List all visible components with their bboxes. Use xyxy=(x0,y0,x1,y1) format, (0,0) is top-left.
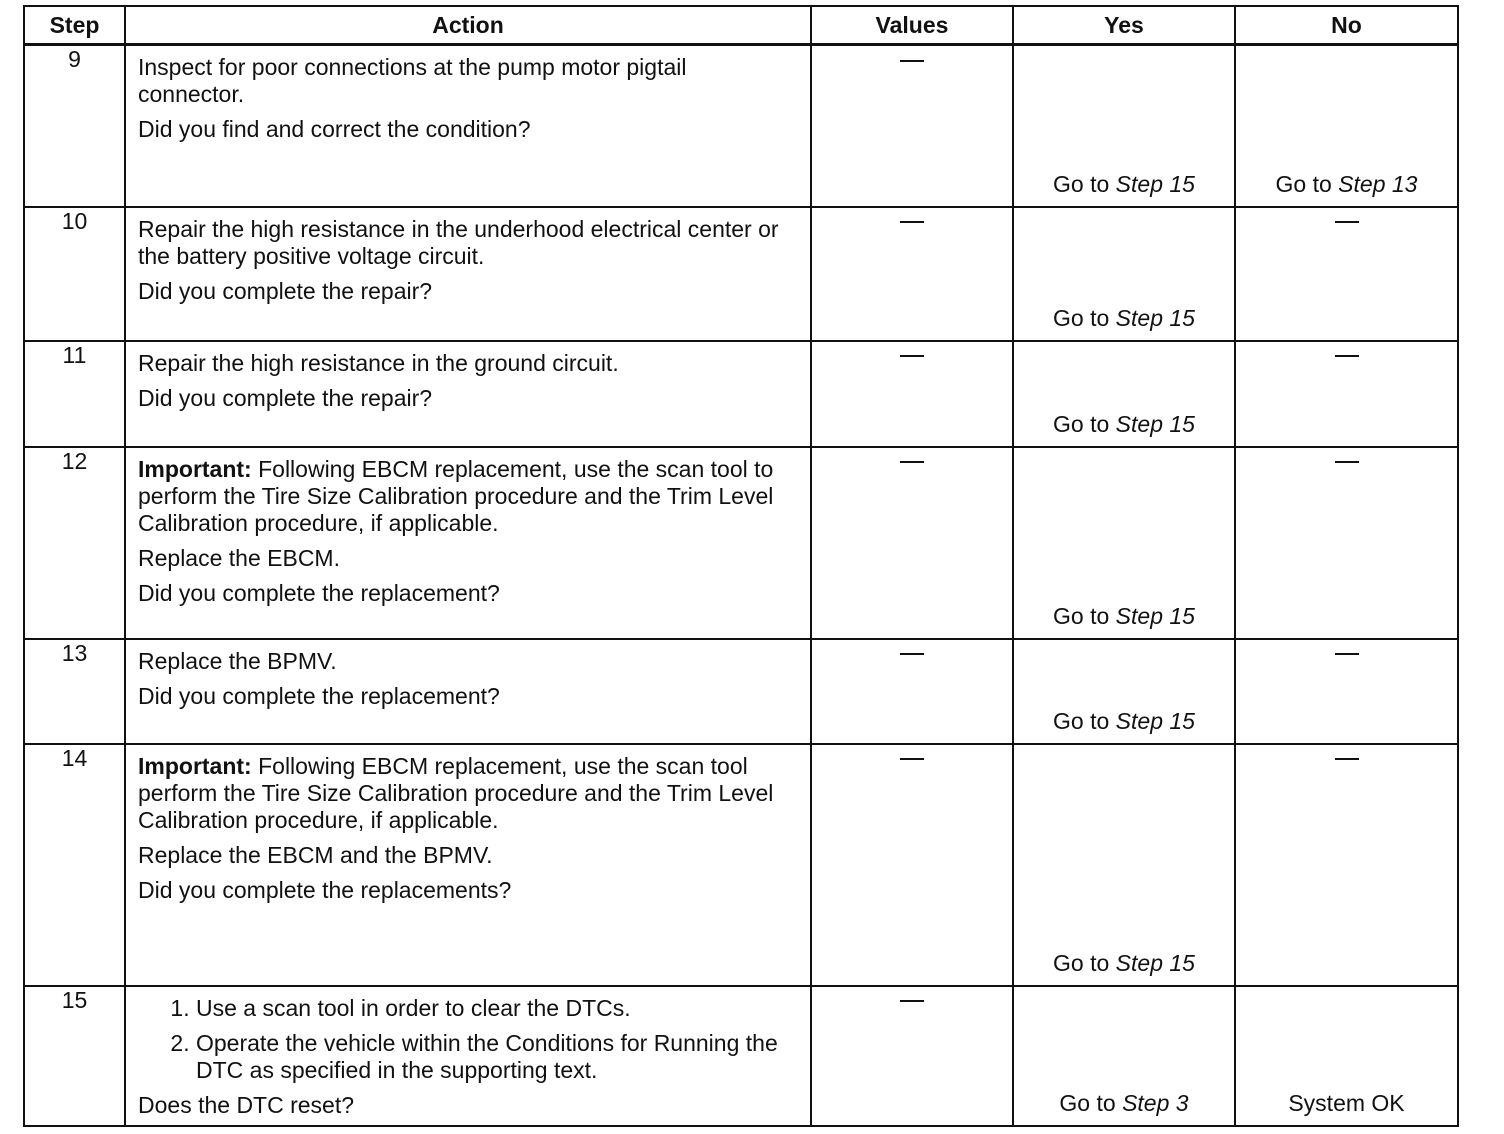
action-text: Inspect for poor connections at the pump motor pigtail connector. xyxy=(138,54,687,107)
table-row xyxy=(24,447,1458,639)
action-list-item: 1. Use a scan tool in order to clear the DTCs. xyxy=(196,995,798,1022)
column-header-yes: Yes xyxy=(1013,6,1235,45)
table-row xyxy=(24,986,1458,1126)
no-dash xyxy=(1335,758,1359,760)
action-cell xyxy=(125,639,811,744)
action-text: Replace the BPMV. xyxy=(138,647,337,674)
yes-prefix: Go to xyxy=(1053,602,1116,629)
values-cell xyxy=(811,341,1013,447)
yes-cell xyxy=(1013,207,1235,341)
values-dash xyxy=(900,758,924,760)
important-text: Following EBCM replacement, use the scan tool to perform the Tire Size Calibration procedure and the Trim Level Calibration procedure, if applicable. xyxy=(138,455,774,536)
action-text: Repair the high resistance in the underhood electrical center or the battery positive voltage circuit. xyxy=(138,215,779,269)
yes-prefix: Go to xyxy=(1053,304,1116,331)
action-content xyxy=(126,640,810,716)
yes-outcome xyxy=(1014,171,1234,198)
no-dash xyxy=(1335,355,1359,357)
yes-prefix: Go to xyxy=(1053,170,1116,197)
no-cell xyxy=(1235,207,1458,341)
action-cell xyxy=(125,447,811,639)
header-row xyxy=(24,6,1458,45)
step-number: 15 xyxy=(24,986,125,1126)
action-content xyxy=(126,46,810,149)
action-instructions xyxy=(138,456,798,580)
no-outcome: System OK xyxy=(1288,1089,1405,1116)
yes-cell xyxy=(1013,744,1235,986)
yes-prefix: Go to xyxy=(1053,949,1116,976)
no-cell xyxy=(1235,447,1458,639)
yes-step-ref: Step 15 xyxy=(1115,410,1195,437)
table-body xyxy=(24,45,1458,1126)
yes-step-ref: Step 15 xyxy=(1115,949,1195,976)
action-cell xyxy=(125,207,811,341)
important-text: Following EBCM replacement, use the scan tool perform the Tire Size Calibration procedure and the Trim Level Calibration procedure, if applicable. xyxy=(138,752,774,833)
values-dash xyxy=(900,355,924,357)
action-content xyxy=(126,448,810,613)
yes-outcome xyxy=(1014,1090,1234,1117)
action-cell xyxy=(125,986,811,1126)
action-instructions xyxy=(138,216,798,278)
no-outcome xyxy=(1236,171,1457,198)
action-question: Did you complete the repair? xyxy=(138,277,433,304)
values-cell xyxy=(811,986,1013,1126)
action-content xyxy=(126,342,810,418)
values-dash xyxy=(900,221,924,223)
values-cell xyxy=(811,207,1013,341)
values-cell xyxy=(811,45,1013,207)
action-question: Did you complete the replacements? xyxy=(138,876,512,903)
step-number: 12 xyxy=(24,447,125,639)
yes-cell xyxy=(1013,986,1235,1126)
values-dash xyxy=(900,60,924,62)
action-question: Does the DTC reset? xyxy=(138,1091,355,1118)
action-cell xyxy=(125,744,811,986)
action-text: Repair the high resistance in the ground circuit. xyxy=(138,349,619,376)
no-step-ref: Step 13 xyxy=(1338,170,1418,197)
action-question: Did you find and correct the condition? xyxy=(138,116,531,142)
no-dash xyxy=(1335,653,1359,655)
column-header-action: Action xyxy=(125,6,811,45)
values-cell xyxy=(811,744,1013,986)
yes-cell xyxy=(1013,447,1235,639)
action-instructions xyxy=(138,54,798,116)
table-row xyxy=(24,341,1458,447)
yes-prefix: Go to xyxy=(1059,1089,1123,1116)
table-row xyxy=(24,207,1458,341)
yes-prefix: Go to xyxy=(1053,707,1116,734)
yes-outcome xyxy=(1014,950,1234,977)
action-instructions xyxy=(138,753,798,877)
yes-step-ref: Step 15 xyxy=(1115,707,1195,734)
action-cell xyxy=(125,341,811,447)
diagnostic-table xyxy=(23,5,1459,1127)
action-instructions xyxy=(138,648,798,683)
values-dash xyxy=(900,461,924,463)
column-header-no: No xyxy=(1235,6,1458,45)
values-dash xyxy=(900,1000,924,1002)
yes-step-ref: Step 3 xyxy=(1122,1089,1189,1116)
yes-step-ref: Step 15 xyxy=(1115,304,1195,331)
action-content xyxy=(126,987,810,1125)
yes-step-ref: Step 15 xyxy=(1115,170,1195,197)
yes-outcome xyxy=(1014,411,1234,438)
yes-prefix: Go to xyxy=(1053,410,1116,437)
action-question: Did you complete the replacement? xyxy=(138,682,500,709)
yes-cell xyxy=(1013,45,1235,207)
yes-outcome xyxy=(1014,708,1234,735)
yes-cell xyxy=(1013,639,1235,744)
yes-outcome xyxy=(1014,305,1234,332)
action-instructions xyxy=(138,995,798,1092)
action-list xyxy=(138,995,798,1084)
column-header-step: Step xyxy=(24,6,125,45)
action-text: Replace the EBCM. xyxy=(138,544,340,571)
step-number: 11 xyxy=(24,341,125,447)
action-instructions xyxy=(138,350,798,385)
table-row xyxy=(24,744,1458,986)
values-cell xyxy=(811,639,1013,744)
no-cell xyxy=(1235,341,1458,447)
yes-step-ref: Step 15 xyxy=(1115,602,1195,629)
values-dash xyxy=(900,653,924,655)
step-number: 10 xyxy=(24,207,125,341)
no-dash xyxy=(1335,461,1359,463)
important-note xyxy=(138,456,798,537)
action-content xyxy=(126,745,810,910)
important-note xyxy=(138,753,798,834)
no-cell xyxy=(1235,744,1458,986)
step-number: 13 xyxy=(24,639,125,744)
no-cell xyxy=(1235,45,1458,207)
important-label: Important: xyxy=(138,455,252,482)
action-content xyxy=(126,208,810,311)
yes-cell xyxy=(1013,341,1235,447)
column-header-values: Values xyxy=(811,6,1013,45)
action-question: Did you complete the repair? xyxy=(138,384,433,411)
step-number: 9 xyxy=(24,45,125,207)
table-row xyxy=(24,639,1458,744)
no-dash xyxy=(1335,221,1359,223)
action-list-item: 2. Operate the vehicle within the Conditions for Running the DTC as specified in the supporting text. xyxy=(196,1030,798,1084)
table-row xyxy=(24,45,1458,207)
no-prefix: Go to xyxy=(1275,170,1339,197)
action-question: Did you complete the replacement? xyxy=(138,579,500,606)
action-cell xyxy=(125,45,811,207)
no-cell xyxy=(1235,639,1458,744)
values-cell xyxy=(811,447,1013,639)
yes-outcome xyxy=(1014,603,1234,630)
no-cell xyxy=(1235,986,1458,1126)
action-text: Replace the EBCM and the BPMV. xyxy=(138,841,493,868)
important-label: Important: xyxy=(138,752,252,779)
step-number: 14 xyxy=(24,744,125,986)
